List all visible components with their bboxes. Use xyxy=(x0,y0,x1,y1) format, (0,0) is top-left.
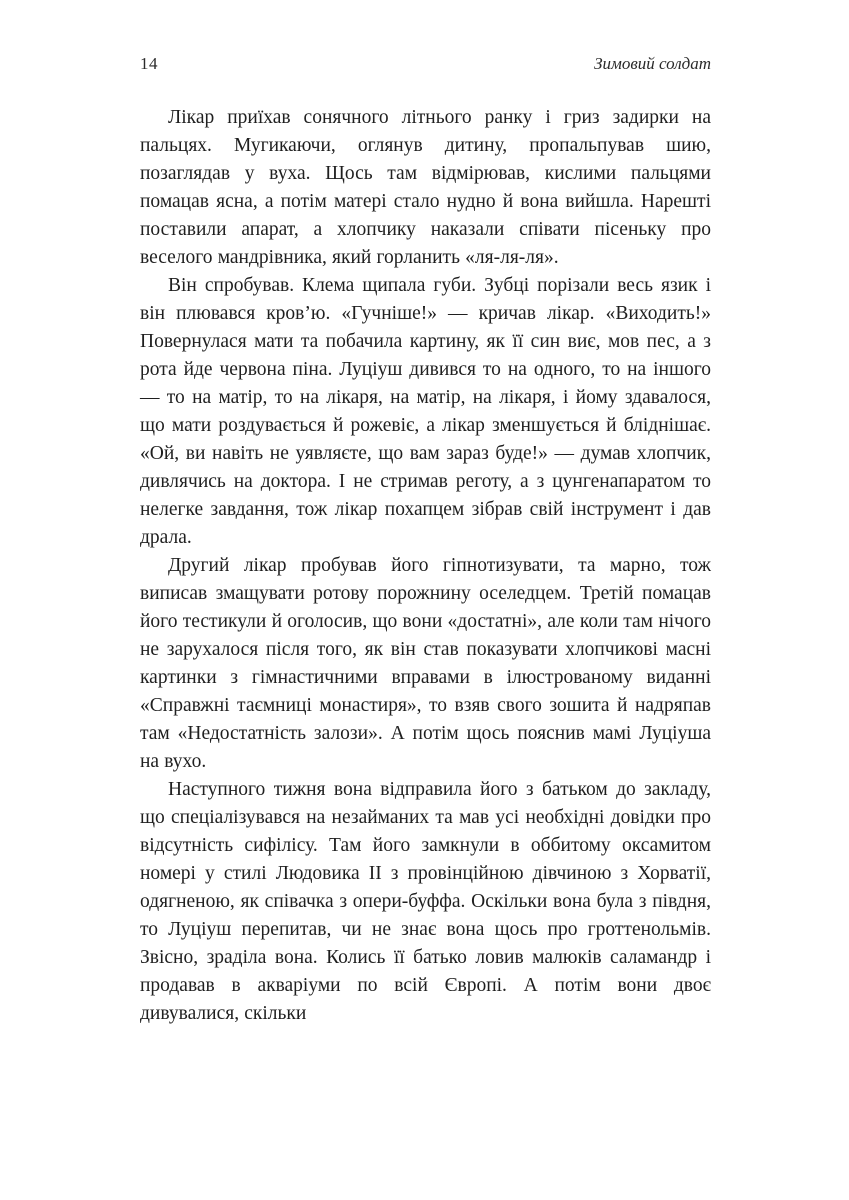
page-header xyxy=(140,54,711,74)
paragraph-3: Другий лікар пробував його гіпнотизувати, та марно, тож виписав змащувати ротову порожнину оселедцем. Третій помацав його тестикули й оголосив, що вони «достатні», але коли там нічого не зарухалося після того, як він став показувати хлопчикові масні картинки з гімнастичними вправами в ілюстрованому виданні «Справжні таємниці монастиря», то взяв свого зошита й надряпав там «Недостатність залози». А потім щось пояснив мамі Луціуша на вухо. xyxy=(140,555,711,772)
body-text xyxy=(140,104,711,1028)
running-title: Зимовий солдат xyxy=(594,54,711,73)
page-number: 14 xyxy=(140,54,158,73)
paragraph-2: Він спробував. Клема щипала губи. Зубці порізали весь язик і він плювався кров’ю. «Гучніше!» — кричав лікар. «Виходить!» Повернулася мати та побачила картину, як її син виє, мов пес, а з рота йде червона піна. Луціуш дивився то на одного, то на іншого — то на матір, то на лікаря, на матір, на лікаря, і йому здавалося, що мати роздувається й рожевіє, а лікар зменшується й бліднішає. «Ой, ви навіть не уявляєте, що вам зараз буде!» — думав хлопчик, дивлячись на доктора. І не стримав реготу, а з цунгенапаратом то нелегке завдання, тож лікар похапцем зібрав свій інструмент і дав драла. xyxy=(140,275,711,548)
paragraph-4: Наступного тижня вона відправила його з батьком до закладу, що спеціалізувався на незайманих та мав усі необхідні довідки про відсутність сифілісу. Там його замкнули в оббитому оксамитом номері у стилі Людовика II з провінційною дівчиною з Хорватії, одягненою, як співачка з опери-буффа. Оскільки вона була з півдня, то Луціуш перепитав, чи не знає вона щось про гроттенольмів. Звісно, зраділа вона. Колись її батько ловив малюків саламандр і продавав в акваріуми по всій Європі. А потім вони двоє дивувалися, скільки xyxy=(140,779,711,1024)
paragraph-1: Лікар приїхав сонячного літнього ранку і гриз задирки на пальцях. Мугикаючи, оглянув дитину, пропальпував шию, позаглядав у вуха. Щось там відмірював, кислими пальцями помацав ясна, а потім матері стало нудно й вона вийшла. Нарешті поставили апарат, а хлопчику наказали співати пісеньку про веселого мандрівника, який горланить «ля-ля-ля». xyxy=(140,107,711,268)
